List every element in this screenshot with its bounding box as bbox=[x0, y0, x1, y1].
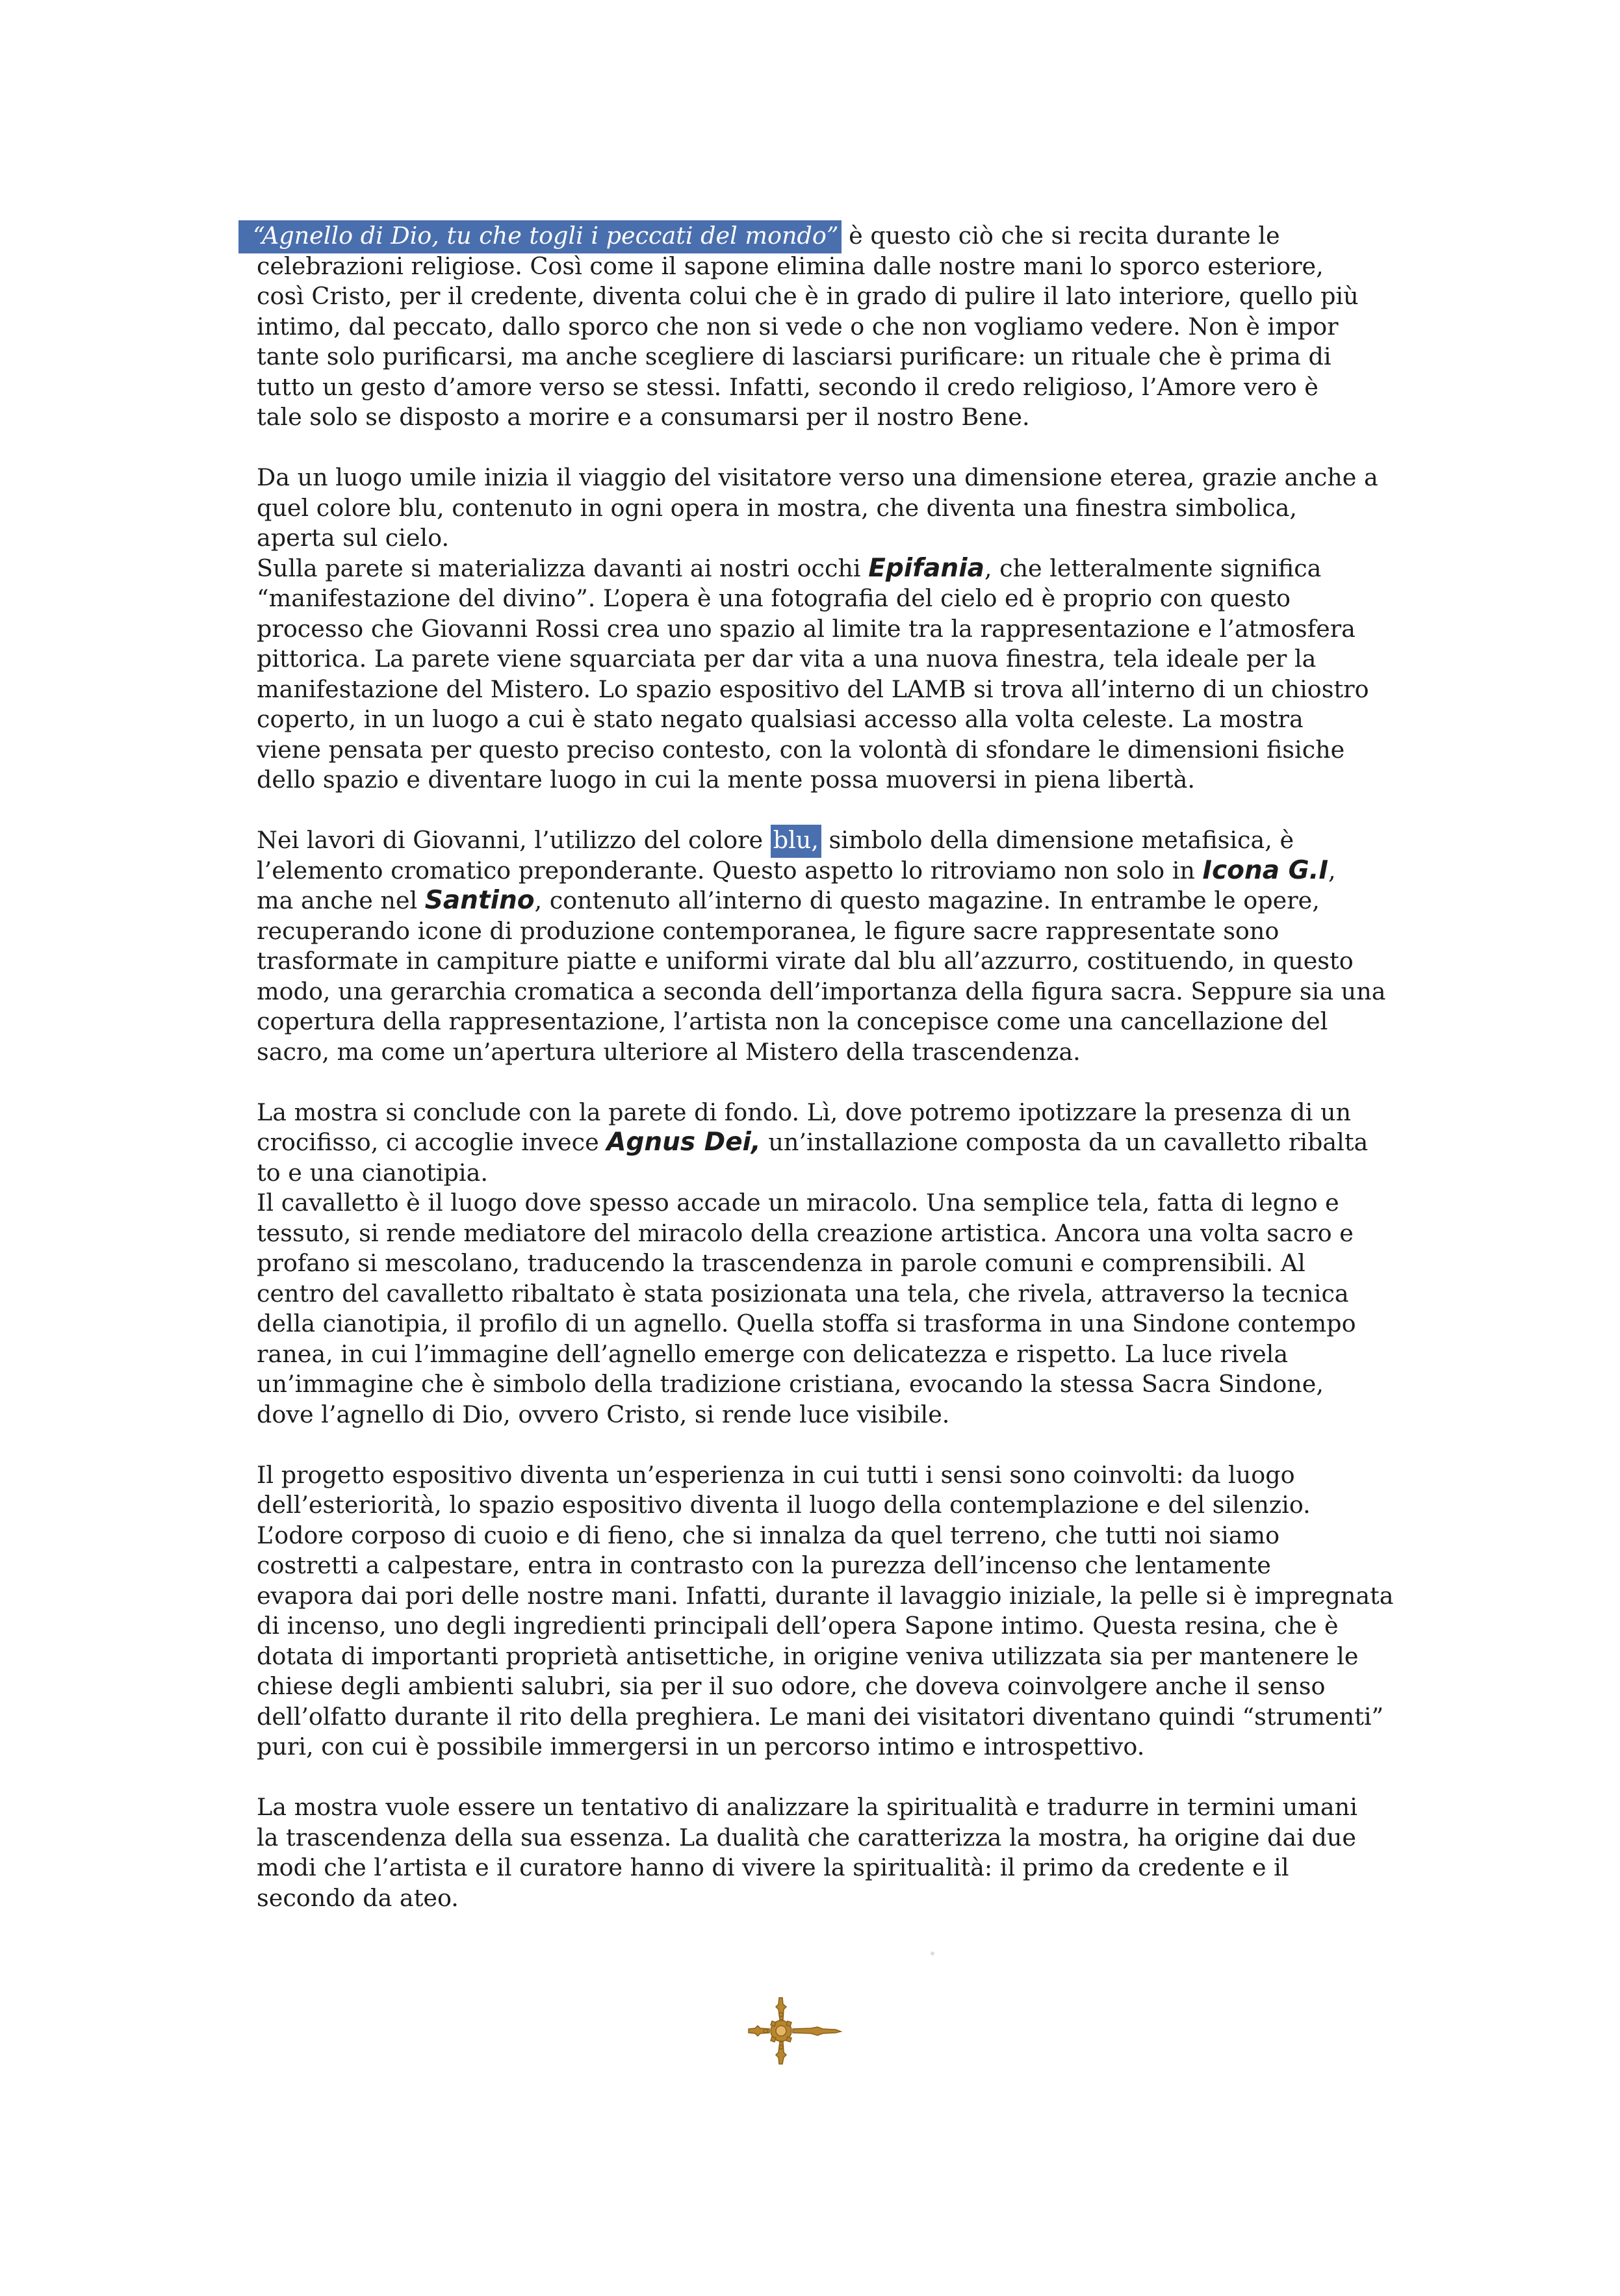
text-line: intimo, dal peccato, dallo sporco che non si vede o che non vogliamo vedere. Non è impor bbox=[257, 312, 1339, 341]
text-line: tante solo purificarsi, ma anche scegliere di lasciarsi purificare: un rituale che è prima di bbox=[257, 342, 1331, 370]
text-span: , bbox=[1328, 856, 1336, 884]
paragraph-2 bbox=[257, 463, 1387, 795]
text-line: L’odore corposo di cuoio e di fieno, che si innalza da quel terreno, che tutti noi siamo bbox=[257, 1521, 1280, 1549]
text-line: quel colore blu, contenuto in ogni opera in mostra, che diventa una finestra simbolica, bbox=[257, 493, 1298, 522]
text-line bbox=[253, 221, 1387, 252]
text-line: dell’olfatto durante il rito della preghiera. Le mani dei visitatori diventano quindi “strumenti” bbox=[257, 1702, 1384, 1731]
text-span: , che letteralmente significa bbox=[984, 554, 1322, 582]
paragraph-4 bbox=[257, 1098, 1387, 1430]
text-span: , contenuto all’interno di questo magazine. In entrambe le opere, bbox=[534, 886, 1320, 914]
text-line: tutto un gesto d’amore verso se stessi. Infatti, secondo il credo religioso, l’Amore vero è bbox=[257, 372, 1318, 401]
text-span: è questo ciò che si recita durante le bbox=[841, 222, 1280, 250]
text-line bbox=[257, 554, 1387, 584]
paragraph-5 bbox=[257, 1460, 1394, 1762]
artwork-title-agnus-dei: Agnus Dei, bbox=[606, 1128, 761, 1157]
text-line: trasformate in campiture piatte e uniformi virate dal blu all’azzurro, costituendo, in questo bbox=[257, 947, 1354, 975]
text-line: Da un luogo umile inizia il viaggio del visitatore verso una dimensione eterea, grazie anche a bbox=[257, 463, 1378, 491]
artwork-title-icona: Icona G.I bbox=[1202, 855, 1328, 885]
text-line: Il cavalletto è il luogo dove spesso accade un miracolo. Una semplice tela, fatta di legno e bbox=[257, 1189, 1339, 1217]
paragraph-1 bbox=[253, 221, 1387, 433]
text-line bbox=[257, 825, 1387, 856]
text-line bbox=[257, 856, 1387, 886]
text-line: puri, con cui è possibile immergersi in un percorso intimo e introspettivo. bbox=[257, 1733, 1145, 1761]
text-span: ma anche nel bbox=[257, 886, 425, 914]
text-line: modo, una gerarchia cromatica a seconda dell’importanza della figura sacra. Seppure sia una bbox=[257, 977, 1386, 1005]
text-line: un’immagine che è simbolo della tradizione cristiana, evocando la stessa Sacra Sindone, bbox=[257, 1370, 1324, 1398]
text-line: la trascendenza della sua essenza. La dualità che caratterizza la mostra, ha origine dai due bbox=[257, 1823, 1356, 1851]
text-line: processo che Giovanni Rossi crea uno spazio al limite tra la rappresentazione e l’atmosfera bbox=[257, 614, 1356, 643]
text-line: modi che l’artista e il curatore hanno di vivere la spiritualità: il primo da credente e il bbox=[257, 1853, 1289, 1881]
text-line: La mostra si conclude con la parete di fondo. Lì, dove potremo ipotizzare la presenza di un bbox=[257, 1098, 1351, 1126]
text-line: tessuto, si rende mediatore del miracolo della creazione artistica. Ancora una volta sacro e bbox=[257, 1219, 1354, 1247]
text-span: un’installazione composta da un cavalletto ribalta bbox=[760, 1128, 1369, 1156]
text-line bbox=[257, 1128, 1387, 1158]
text-line: centro del cavalletto ribaltato è stata posizionata una tela, che rivela, attraverso la tecnica bbox=[257, 1279, 1349, 1308]
text-line: ranea, in cui l’immagine dell’agnello emerge con delicatezza e rispetto. La luce rivela bbox=[257, 1339, 1289, 1368]
text-line: manifestazione del Mistero. Lo spazio espositivo del LAMB si trova all’interno di un chiostro bbox=[257, 675, 1369, 703]
text-line: La mostra vuole essere un tentativo di analizzare la spiritualità e tradurre in termini umani bbox=[257, 1793, 1357, 1821]
text-line: tale solo se disposto a morire e a consumarsi per il nostro Bene. bbox=[257, 403, 1030, 431]
text-span: Nei lavori di Giovanni, l’utilizzo del colore bbox=[257, 826, 771, 854]
ornamental-cross-icon bbox=[746, 1995, 850, 2067]
text-line: sacro, ma come un’apertura ulteriore al Mistero della trascendenza. bbox=[257, 1037, 1081, 1066]
text-line: profano si mescolano, traducendo la trascendenza in parole comuni e comprensibili. Al bbox=[257, 1249, 1305, 1277]
text-span: simbolo della dimensione metafisica, è bbox=[821, 826, 1294, 854]
text-line: dello spazio e diventare luogo in cui la mente possa muoversi in piena libertà. bbox=[257, 766, 1196, 793]
artwork-title-santino: Santino bbox=[424, 886, 535, 915]
article-body bbox=[253, 221, 1394, 1944]
text-line bbox=[257, 886, 1387, 916]
text-line: aperta sul cielo. bbox=[257, 524, 450, 552]
faint-mark bbox=[931, 1952, 934, 1955]
text-line: recuperando icone di produzione contemporanea, le figure sacre rappresentate sono bbox=[257, 916, 1279, 945]
paragraph-3 bbox=[257, 825, 1387, 1067]
text-line: costretti a calpestare, entra in contrasto con la purezza dell’incenso che lentamente bbox=[257, 1551, 1271, 1579]
text-line: celebrazioni religiose. Così come il sapone elimina dalle nostre mani lo sporco esteriore, bbox=[257, 252, 1324, 280]
text-line: secondo da ateo. bbox=[257, 1883, 459, 1912]
text-line: to e una cianotipia. bbox=[257, 1158, 488, 1187]
text-line: pittorica. La parete viene squarciata per dar vita a una nuova finestra, tela ideale per la bbox=[257, 645, 1317, 673]
highlighted-quote: “Agnello di Dio, tu che togli i peccati del mondo” bbox=[238, 220, 842, 253]
text-line: della cianotipia, il profilo di un agnello. Quella stoffa si trasforma in una Sindone contempo bbox=[257, 1309, 1356, 1337]
text-line: viene pensata per questo preciso contesto, con la volontà di sfondare le dimensioni fisiche bbox=[257, 735, 1345, 764]
text-line: così Cristo, per il credente, diventa colui che è in grado di pulire il lato interiore, quello più bbox=[257, 282, 1359, 310]
highlighted-word: blu, bbox=[771, 825, 821, 858]
text-line: evapora dai pori delle nostre mani. Infatti, durante il lavaggio iniziale, la pelle si è impregnata bbox=[257, 1581, 1394, 1610]
paragraph-6 bbox=[257, 1792, 1387, 1913]
artwork-title-epifania: Epifania bbox=[868, 553, 984, 583]
text-span: crocifisso, ci accoglie invece bbox=[257, 1128, 607, 1156]
text-line: dove l’agnello di Dio, ovvero Cristo, si rende luce visibile. bbox=[257, 1400, 950, 1428]
text-line: dell’esteriorità, lo spazio espositivo diventa il luogo della contemplazione e del silenzio. bbox=[257, 1491, 1311, 1519]
text-line: dotata di importanti proprietà antisettiche, in origine veniva utilizzata sia per mantenere le bbox=[257, 1642, 1359, 1670]
text-line: Il progetto espositivo diventa un’esperienza in cui tutti i sensi sono coinvolti: da luogo bbox=[257, 1460, 1295, 1489]
text-span: Sulla parete si materializza davanti ai nostri occhi bbox=[257, 554, 869, 582]
text-line: “manifestazione del divino”. L’opera è una fotografia del cielo ed è proprio con questo bbox=[257, 584, 1291, 612]
text-line: di incenso, uno degli ingredienti principali dell’opera Sapone intimo. Questa resina, che è bbox=[257, 1612, 1339, 1640]
text-line: coperto, in un luogo a cui è stato negato qualsiasi accesso alla volta celeste. La mostra bbox=[257, 705, 1304, 733]
text-line: copertura della rappresentazione, l’artista non la concepisce come una cancellazione del bbox=[257, 1007, 1328, 1035]
text-span: l’elemento cromatico preponderante. Questo aspetto lo ritroviamo non solo in bbox=[257, 856, 1203, 884]
text-line: chiese degli ambienti salubri, sia per il suo odore, che doveva coinvolgere anche il senso bbox=[257, 1672, 1326, 1700]
